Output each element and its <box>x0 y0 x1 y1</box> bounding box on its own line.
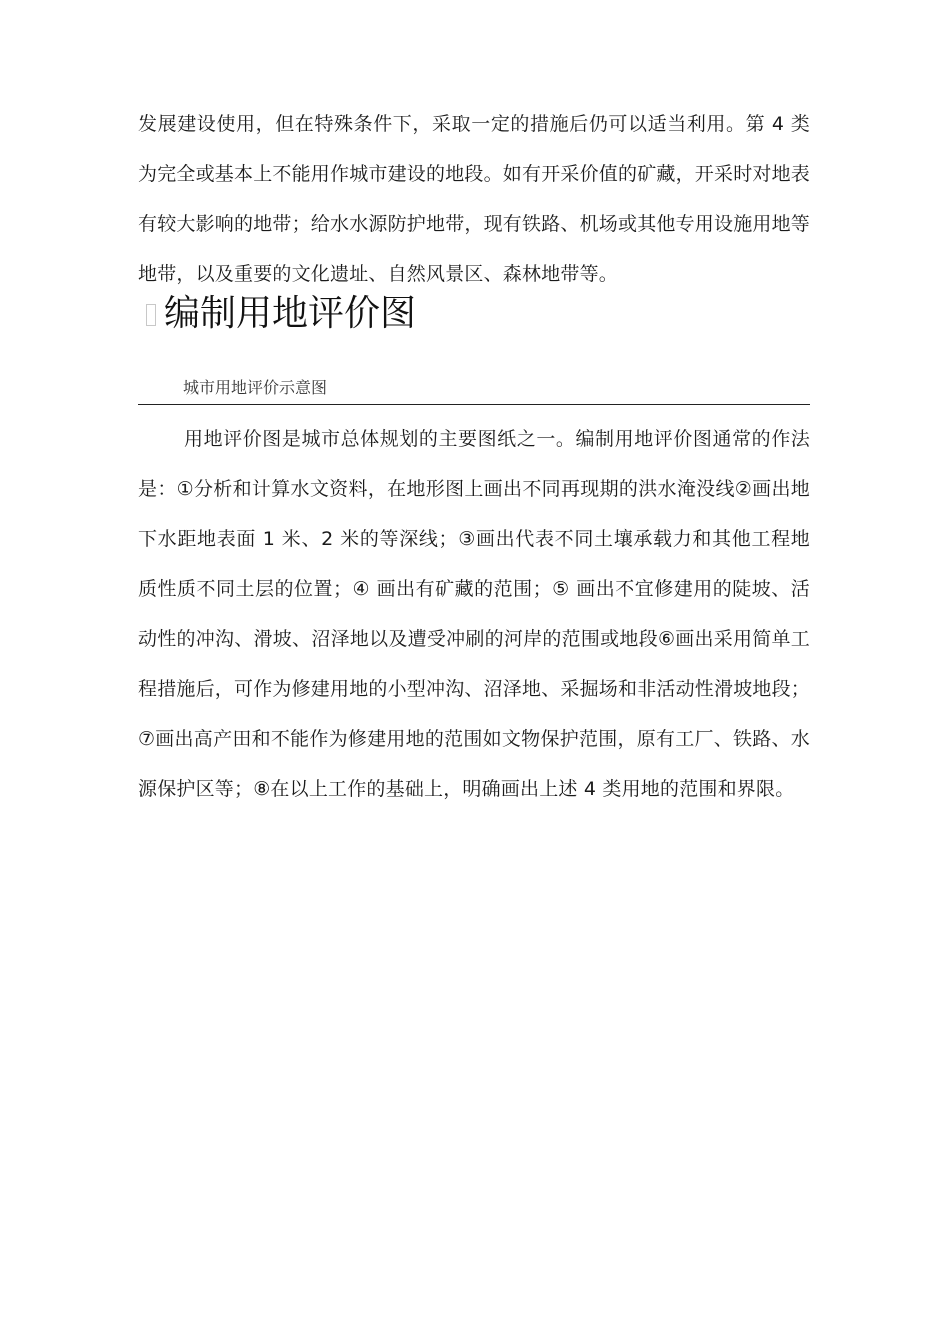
paragraph-land-category-description: 发展建设使用，但在特殊条件下，采取一定的措施后仍可以适当利用。第 4 类为完全或基本上不能用作城市建设的地段。如有开采价值的矿藏，开采时对地表有较大影响的地带；给水水源防护地带，现有铁路、机场或其他专用设施用地等地带，以及重要的文化遗址、自然风景区、森林地带等。 <box>138 113 811 285</box>
figure-caption: 城市用地评价示意图 <box>183 378 328 397</box>
paragraph-land-evaluation-method: 用地评价图是城市总体规划的主要图纸之一。编制用地评价图通常的作法是：①分析和计算水文资料，在地形图上画出不同再现期的洪水淹没线②画出地下水距地表面 1 米、2 米的等深线；③画出代表不同土壤承载力和其他工程地质性质不同土层的位置；④ 画出有矿藏的范围；⑤ 画出不宜修建用的陡坡、活动性的冲沟、滑坡、沼泽地以及遭受冲刷的河岸的范围或地段⑥画出采用简单工程措施后，可作为修建用地的小型冲沟、沼泽地、采掘场和非活动性滑坡地段；⑦画出高产田和不能作为修建用地的范围如文物保护范围，原有工厂、铁路、水源保护区等；⑧在以上工作的基础上，明确画出上述 4 类用地的范围和界限。 <box>138 428 811 800</box>
section-heading: 编制用地评价图 <box>164 293 417 334</box>
caption-divider <box>138 404 810 405</box>
heading-marker-icon <box>146 304 156 326</box>
